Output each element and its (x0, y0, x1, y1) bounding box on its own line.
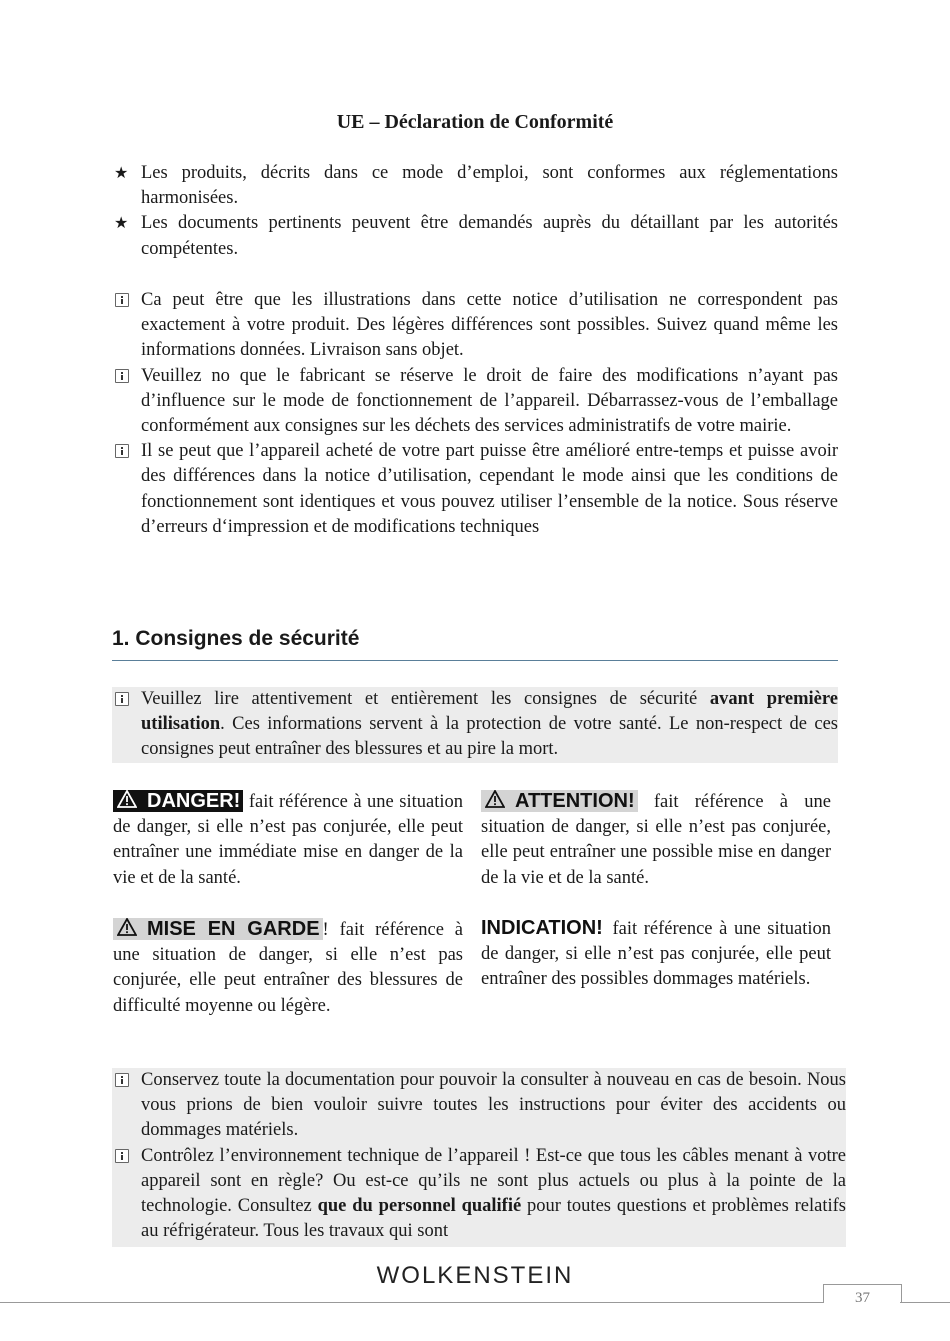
notice-text-end: pour toutes questions et problèmes relatifs au réfrigérateur. Tous les travaux qui sont (141, 1196, 846, 1242)
list-item (112, 1144, 846, 1248)
conformity-list (112, 161, 838, 262)
section-title: Consignes de sécurité (135, 627, 360, 650)
footer-divider (900, 1302, 950, 1303)
page-number: 37 (823, 1284, 902, 1303)
notice-text: Contrôlez l’environnement technique de l’appareil ! Est-ce que tous les câbles menant à votre appareil sont en règle? Ou est-ce qu’ils ne sont plus actuels ou plus à la pointe de la technologie. Consultez (141, 1145, 846, 1217)
attention-label: ATTENTION! (515, 790, 635, 812)
notice-bold: que du personnel qualifié (317, 1196, 522, 1217)
danger-block (113, 788, 463, 891)
star-bullet-icon: ★ (114, 215, 129, 233)
info-icon (115, 1073, 129, 1087)
attention-block (481, 788, 831, 891)
page-title: UE – Déclaration de Conformité (336, 111, 614, 133)
indication-block (481, 916, 831, 993)
notice-text: Conservez toute la documentation pour pouvoir la consulter à nouveau en cas de besoin. Nous vous prions de bien vouloir suivre toutes les instructions pour éviter des accidents ou dommages matériels. (141, 1070, 846, 1141)
list-item (112, 687, 838, 763)
mise-en-garde-tag (113, 918, 323, 940)
section-number: 1. (112, 627, 130, 650)
notice-text: Veuillez no que le fabricant se réserve le droit de faire des modifications n’ayant pas d’influence sur le mode de fonctionnement de l’appareil. Débarrassez-vous de l’emballage conformément aux consignes sur les déchets des services administratifs de votre mairie. (141, 365, 838, 437)
bottom-notices (112, 1068, 846, 1247)
mise-en-garde-block (113, 916, 463, 1019)
list-item (112, 1068, 846, 1144)
list-item (112, 439, 838, 540)
attention-tag (481, 790, 638, 812)
notice-text: Il se peut que l’appareil acheté de votre part puisse être amélioré entre-temps et puisse avoir des différences dans la notice d’utilisation, cependant le mode ainsi que les conditions de fonctionnement sont identiques et vous pouvez utiliser l’ensemble de la notice. Sous réserve d’erreurs d‘impression et de modifications techniques (141, 441, 838, 537)
intro-text: Veuillez lire attentivement et entièrement les consignes de sécurité (141, 689, 710, 709)
notice-list (112, 288, 838, 540)
indication-text: fait référence à une situation de danger, si elle n’est pas conjurée, elle peut entraîner des possibles dommages matériels. (481, 919, 831, 990)
attention-text: fait référence à une situation de danger, si elle n’est pas conjurée, elle peut entraîner une possible mise en danger de la vie et de la santé. (481, 792, 831, 888)
info-icon (115, 444, 129, 458)
list-item (112, 161, 838, 211)
mise-en-garde-text: ! fait référence à une situation de danger, si elle n’est pas conjurée, elle peut entraîner des blessures de difficulté moyenne ou légère. (113, 920, 464, 1016)
danger-text: fait référence à une situation de danger, si elle n’est pas conjurée, elle peut entraîner une immédiate mise en danger de la vie et de la santé. (113, 792, 463, 888)
conformity-text: Les produits, décrits dans ce mode d’emploi, sont conformes aux réglementations harmonisées. (141, 163, 838, 209)
info-icon (115, 369, 129, 383)
danger-label: DANGER! (147, 790, 241, 812)
intro-bold: avant première utilisation (141, 689, 838, 735)
conformity-text: Les documents pertinents peuvent être demandés auprès du détaillant par les autorités compétentes. (141, 213, 838, 259)
brand-logo: WOLKENSTEIN (376, 1262, 574, 1289)
list-item (112, 364, 838, 440)
info-icon (115, 692, 129, 706)
footer-divider (0, 1302, 823, 1303)
list-item (112, 211, 838, 261)
info-icon (115, 1149, 129, 1163)
safety-intro (112, 687, 838, 763)
danger-tag (113, 790, 243, 812)
intro-text-end: . Ces informations servent à la protection de votre santé. Le non-respect de ces consignes peut entraîner des blessures et au pire la mort. (141, 714, 838, 760)
star-bullet-icon: ★ (114, 165, 129, 182)
notice-text: Ca peut être que les illustrations dans cette notice d’utilisation ne correspondent pas exactement à votre produit. Des légères différences sont possibles. Suivez quand même les informations données. Livraison sans objet. (141, 290, 838, 361)
indication-label: INDICATION! (481, 917, 603, 939)
mise-en-garde-label: MISE EN GARDE (147, 918, 320, 940)
section-heading (112, 627, 838, 661)
info-icon (115, 293, 129, 307)
list-item (112, 288, 838, 364)
